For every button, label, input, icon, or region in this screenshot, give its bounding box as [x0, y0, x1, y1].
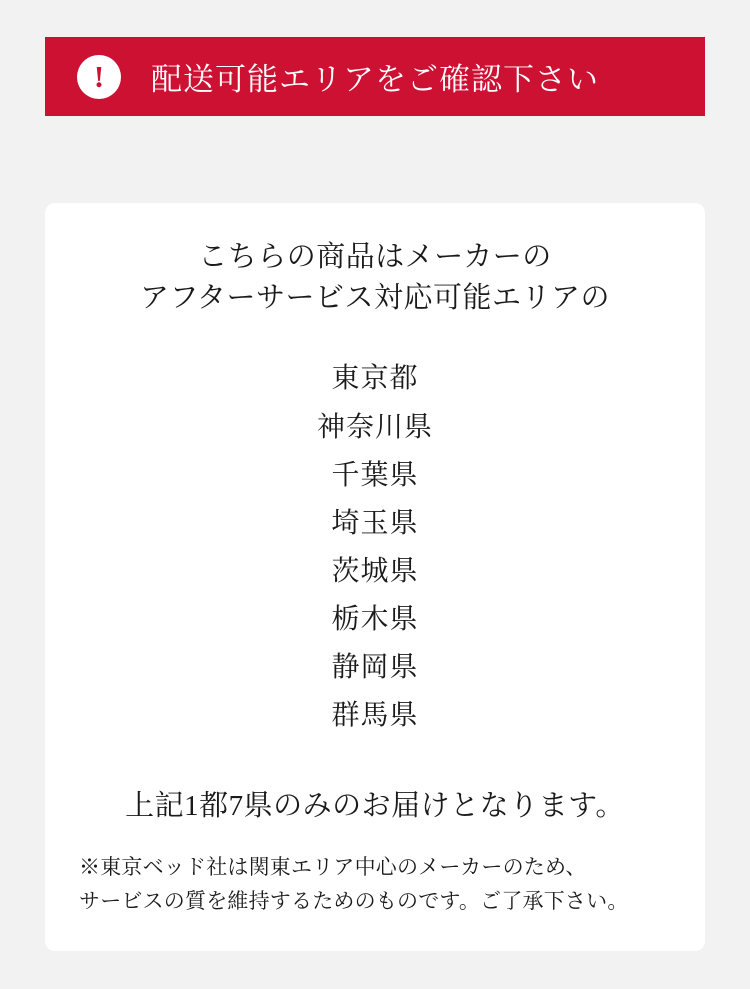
footnote-line-1: ※東京ベッド社は関東エリア中心のメーカーのため、 [79, 854, 587, 879]
footnote [73, 850, 677, 918]
list-item: 千葉県 [331, 459, 419, 491]
area-list [73, 355, 677, 740]
list-item: 静岡県 [331, 652, 419, 684]
banner-title: 配送可能エリアをご確認下さい [151, 62, 599, 97]
exclamation-mark-icon: ! [77, 55, 121, 99]
list-item: 埼玉県 [331, 507, 419, 539]
list-item: 群馬県 [331, 700, 419, 732]
notice-card [45, 203, 705, 951]
intro-line-2: アフターサービス対応可能エリアの [140, 282, 610, 315]
footnote-line-2: サービスの質を維持するためのものです。ご了承下さい。 [79, 888, 629, 913]
summary-text: 上記1都7県のみのお届けとなります。 [125, 789, 625, 822]
intro-line-1: こちらの商品はメーカーの [198, 241, 552, 273]
warning-banner [45, 37, 705, 116]
list-item: 栃木県 [331, 604, 419, 636]
list-item: 東京都 [331, 363, 419, 395]
list-item: 神奈川県 [316, 411, 433, 443]
list-item: 茨城県 [331, 555, 419, 587]
intro-text [73, 229, 677, 319]
